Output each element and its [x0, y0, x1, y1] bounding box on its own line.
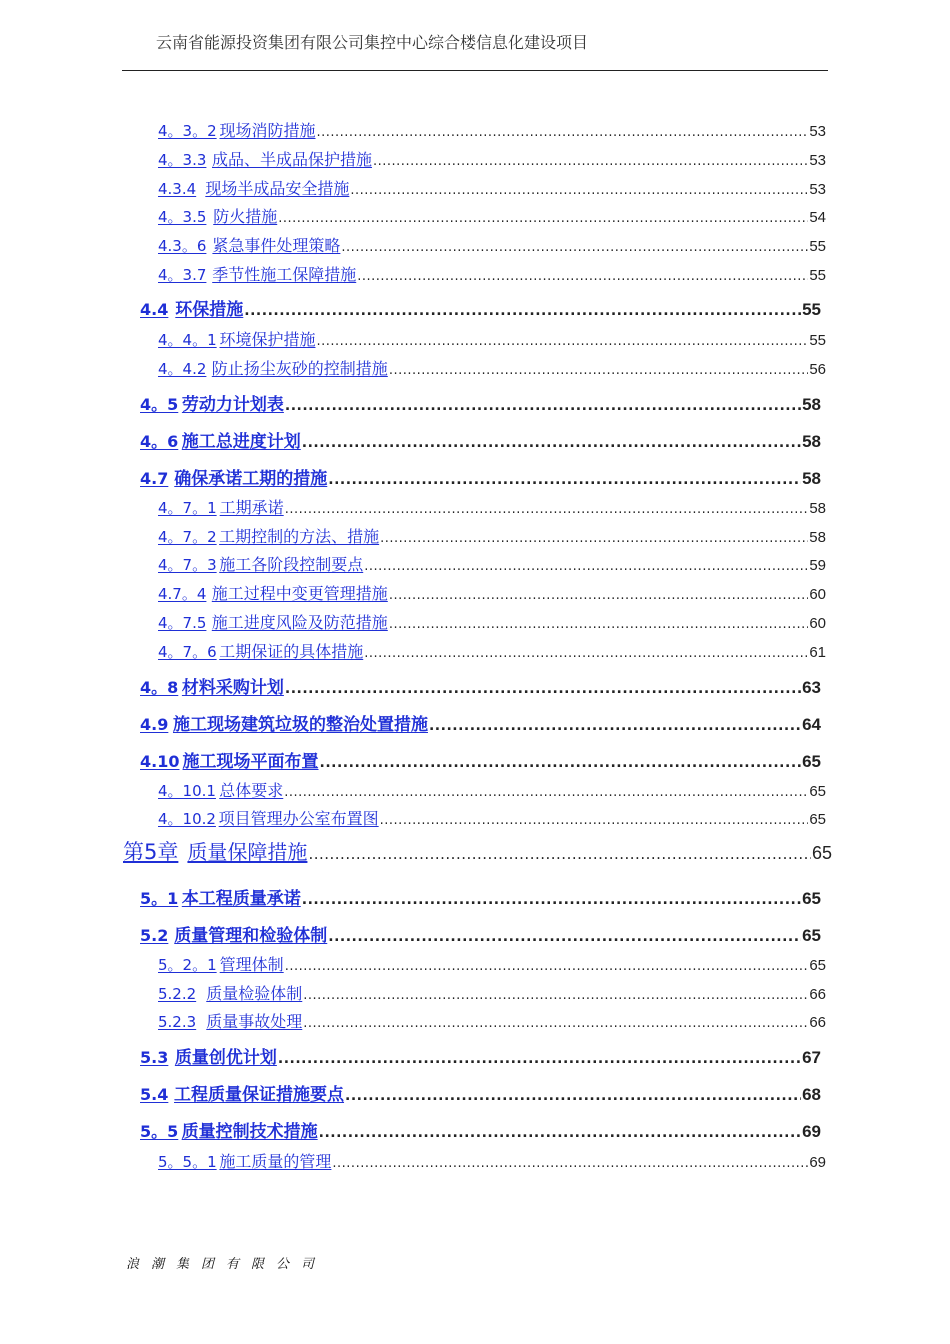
- toc-entry-number[interactable]: 4。4。1: [158, 331, 217, 349]
- toc-entry-number[interactable]: 5.2: [140, 926, 169, 945]
- toc-entry[interactable]: [140, 1080, 821, 1105]
- toc-entry-title[interactable]: 施工现场建筑垃圾的整治处置措施: [172, 715, 428, 735]
- toc-entry-leader-dots: [278, 1051, 801, 1067]
- toc-entry-title[interactable]: 施工进度风险及防范措施: [211, 613, 388, 632]
- toc-entry-title[interactable]: 确保承诺工期的措施: [174, 469, 328, 489]
- toc-entry-title[interactable]: 施工总进度计划: [181, 432, 301, 452]
- toc-entry-title[interactable]: 工程质量保证措施要点: [174, 1085, 345, 1105]
- toc-entry-leader-dots: [373, 154, 808, 169]
- toc-entry-number[interactable]: 4。6: [140, 432, 179, 451]
- toc-entry[interactable]: [140, 464, 821, 489]
- toc-entry-title[interactable]: 防止扬尘灰砂的控制措施: [211, 359, 388, 378]
- toc-entry-title[interactable]: 质量控制技术措施: [181, 1122, 318, 1142]
- toc-entry[interactable]: [158, 981, 826, 1004]
- toc-entry-title[interactable]: 工期承诺: [219, 498, 284, 517]
- toc-entry-number[interactable]: 5。2。1: [158, 956, 217, 974]
- toc-entry-leader-dots: [357, 269, 808, 284]
- toc-entry-number[interactable]: 5。5。1: [158, 1153, 217, 1171]
- toc-entry-title[interactable]: 质量管理和检验体制: [174, 926, 328, 946]
- toc-entry-number[interactable]: 4。7。1: [158, 499, 217, 517]
- toc-entry-leader-dots: [389, 588, 809, 603]
- toc-entry-page: 67: [802, 1048, 821, 1067]
- toc-entry[interactable]: [140, 427, 821, 452]
- toc-entry-number[interactable]: 5。1: [140, 889, 179, 908]
- toc-entry-leader-dots: [320, 755, 802, 771]
- toc-entry-leader-dots: [285, 398, 801, 414]
- toc-entry[interactable]: [140, 884, 821, 909]
- toc-entry-leader-dots: [285, 681, 801, 697]
- toc-entry-title[interactable]: 环保措施: [175, 300, 244, 320]
- toc-entry[interactable]: [140, 710, 821, 735]
- toc-entry-number[interactable]: 4。4.2: [158, 360, 207, 378]
- toc-entry-leader-dots: [302, 892, 801, 908]
- toc-entry-leader-dots: [303, 988, 808, 1003]
- toc-entry[interactable]: [140, 673, 821, 698]
- toc-entry-title[interactable]: 材料采购计划: [181, 678, 284, 698]
- toc-entry[interactable]: [158, 147, 826, 170]
- toc-entry-page: 65: [809, 957, 826, 974]
- toc-entry-number[interactable]: 第5章: [123, 840, 179, 864]
- toc-entry[interactable]: [140, 390, 821, 415]
- toc-entry[interactable]: [158, 327, 826, 350]
- toc-entry-title[interactable]: 施工质量的管理: [219, 1152, 332, 1171]
- toc-entry-leader-dots: [285, 959, 809, 974]
- toc-entry-page: 58: [809, 500, 826, 517]
- toc-entry[interactable]: [140, 921, 821, 946]
- toc-entry-page: 55: [802, 300, 821, 319]
- toc-entry-number[interactable]: 5.4: [140, 1085, 169, 1104]
- toc-entry[interactable]: [158, 806, 826, 829]
- toc-entry-page: 66: [809, 986, 826, 1003]
- toc-entry-leader-dots: [380, 531, 808, 546]
- toc-entry-page: 64: [802, 715, 821, 734]
- toc-entry-title[interactable]: 施工各阶段控制要点: [219, 555, 364, 574]
- toc-entry[interactable]: [140, 295, 821, 320]
- toc-entry[interactable]: [140, 1117, 821, 1142]
- toc-entry-title[interactable]: 质量保障措施: [187, 840, 308, 864]
- toc-entry-page: 54: [809, 209, 826, 226]
- toc-entry-page: 53: [809, 123, 826, 140]
- toc-entry[interactable]: [158, 639, 826, 662]
- toc-entry-leader-dots: [244, 303, 801, 319]
- toc-entry-page: 55: [809, 267, 826, 284]
- toc-entry-number[interactable]: 4.7: [140, 469, 169, 488]
- toc-entry-page: 66: [809, 1014, 826, 1031]
- toc-entry-number[interactable]: 4。7。6: [158, 643, 217, 661]
- toc-entry[interactable]: [158, 495, 826, 518]
- toc-entry-number[interactable]: 5.3: [140, 1048, 169, 1067]
- toc-entry-title[interactable]: 现场消防措施: [219, 121, 316, 140]
- toc-entry-title[interactable]: 防火措施: [213, 207, 278, 226]
- toc-entry[interactable]: [158, 581, 826, 604]
- toc-entry-page: 63: [802, 678, 821, 697]
- toc-entry-title[interactable]: 施工现场平面布置: [182, 752, 319, 772]
- toc-entry[interactable]: [158, 176, 826, 199]
- toc-entry-title[interactable]: 本工程质量承诺: [181, 889, 301, 909]
- toc-entry-leader-dots: [364, 559, 808, 574]
- toc-entry-page: 58: [802, 469, 821, 488]
- toc-entry-leader-dots: [389, 617, 809, 632]
- toc-entry[interactable]: [158, 952, 826, 975]
- toc-entry-leader-dots: [429, 718, 801, 734]
- toc-entry-leader-dots: [345, 1088, 801, 1104]
- toc-entry-title[interactable]: 质量事故处理: [206, 1012, 303, 1031]
- toc-entry-page: 53: [809, 152, 826, 169]
- toc-entry-title[interactable]: 总体要求: [219, 781, 284, 800]
- toc-entry-number[interactable]: 5.2.3: [158, 1013, 197, 1031]
- toc-entry-page: 55: [809, 332, 826, 349]
- footer-company: 浪潮集团有限公司: [126, 1257, 327, 1272]
- toc-entry-page: 59: [809, 557, 826, 574]
- toc-entry-page: 69: [809, 1154, 826, 1171]
- toc-entry-leader-dots: [380, 813, 809, 828]
- toc-entry-leader-dots: [284, 785, 808, 800]
- toc-entry-title[interactable]: 工期控制的方法、措施: [219, 527, 380, 546]
- toc-entry[interactable]: [158, 1009, 826, 1032]
- toc-entry-page: 65: [802, 889, 821, 908]
- header-title: 云南省能源投资集团有限公司集控中心综合楼信息化建设项目: [156, 33, 589, 52]
- toc-entry-leader-dots: [328, 929, 801, 945]
- toc-entry-title[interactable]: 季节性施工保障措施: [212, 265, 357, 284]
- toc-entry-page: 65: [802, 926, 821, 945]
- toc-entry-leader-dots: [302, 435, 801, 451]
- header-divider: [122, 70, 828, 71]
- toc-entry-number[interactable]: 4。10.2: [158, 810, 216, 828]
- toc-entry-page: 60: [809, 586, 826, 603]
- toc-entry[interactable]: [158, 118, 826, 141]
- toc-entry-page: 56: [809, 361, 826, 378]
- toc-entry-leader-dots: [332, 1156, 808, 1171]
- toc-entry-number[interactable]: 4。3.3: [158, 151, 207, 169]
- toc-entry-title[interactable]: 施工过程中变更管理措施: [211, 584, 388, 603]
- toc-entry-number[interactable]: 4。10.1: [158, 782, 216, 800]
- toc-entry-title[interactable]: 成品、半成品保护措施: [212, 150, 373, 169]
- toc-entry[interactable]: [158, 610, 826, 633]
- toc-entry[interactable]: [158, 552, 826, 575]
- toc-entry-title[interactable]: 劳动力计划表: [181, 395, 284, 415]
- toc-entry-leader-dots: [317, 334, 809, 349]
- toc-entry-page: 53: [809, 181, 826, 198]
- toc-entry-page: 55: [809, 238, 826, 255]
- toc-entry[interactable]: [140, 1043, 821, 1068]
- toc-entry-leader-dots: [389, 363, 809, 378]
- toc-entry-title[interactable]: 现场半成品安全措施: [205, 179, 350, 198]
- toc-entry-title[interactable]: 管理体制: [219, 955, 284, 974]
- toc-entry-number[interactable]: 4。8: [140, 678, 179, 697]
- toc-entry-leader-dots: [285, 502, 809, 517]
- toc-entry-number[interactable]: 4.7。4: [158, 585, 207, 603]
- toc-entry-title[interactable]: 质量创优计划: [174, 1048, 277, 1068]
- toc-entry-page: 58: [809, 529, 826, 546]
- toc-entry[interactable]: [123, 836, 832, 866]
- toc-entry-number[interactable]: 5。5: [140, 1122, 179, 1141]
- toc-entry-number[interactable]: 4。3。2: [158, 122, 217, 140]
- toc-entry-number[interactable]: 4.10: [140, 752, 180, 771]
- toc-entry-number[interactable]: 4。7.5: [158, 614, 207, 632]
- toc-entry-number[interactable]: 4。5: [140, 395, 179, 414]
- toc-entry-leader-dots: [341, 240, 808, 255]
- toc-entry-page: 69: [802, 1122, 821, 1141]
- toc-entry-leader-dots: [278, 211, 808, 226]
- toc-entry-page: 61: [809, 644, 826, 661]
- toc-entry-number[interactable]: 4.3。6: [158, 237, 207, 255]
- toc-entry-number[interactable]: 4.3.4: [158, 180, 197, 198]
- toc-entry[interactable]: [158, 778, 826, 801]
- toc-entry-number[interactable]: 4。7。2: [158, 528, 217, 546]
- toc-entry-leader-dots: [350, 183, 808, 198]
- toc-entry-page: 68: [802, 1085, 821, 1104]
- toc-entry-title[interactable]: 质量检验体制: [206, 984, 303, 1003]
- toc-entry-page: 65: [802, 752, 821, 771]
- toc-entry-number[interactable]: 4。3.7: [158, 266, 207, 284]
- toc-entry-leader-dots: [308, 845, 811, 863]
- toc-entry-title[interactable]: 紧急事件处理策略: [212, 236, 341, 255]
- toc-entry-number[interactable]: 4。7。3: [158, 556, 217, 574]
- toc-entry[interactable]: [158, 1149, 826, 1172]
- toc-entry-page: 58: [802, 432, 821, 451]
- toc-entry-leader-dots: [328, 472, 801, 488]
- toc-entry-number[interactable]: 5.2.2: [158, 985, 197, 1003]
- toc-entry[interactable]: [158, 204, 826, 227]
- toc-entry-leader-dots: [319, 1125, 801, 1141]
- toc-entry-number[interactable]: 4。3.5: [158, 208, 207, 226]
- toc-entry[interactable]: [158, 524, 826, 547]
- toc-entry-page: 60: [809, 615, 826, 632]
- toc-entry[interactable]: [158, 356, 826, 379]
- toc-entry-page: 65: [809, 783, 826, 800]
- toc-entry-leader-dots: [364, 646, 808, 661]
- toc-entry[interactable]: [158, 262, 826, 285]
- toc-entry-title[interactable]: 项目管理办公室布置图: [218, 809, 379, 828]
- toc-entry-leader-dots: [317, 125, 809, 140]
- toc-entry-title[interactable]: 环境保护措施: [219, 330, 316, 349]
- toc-entry-page: 58: [802, 395, 821, 414]
- toc-entry-title[interactable]: 工期保证的具体措施: [219, 642, 364, 661]
- toc-entry[interactable]: [158, 233, 826, 256]
- toc-entry-leader-dots: [303, 1016, 808, 1031]
- toc-entry-page: 65: [809, 811, 826, 828]
- toc-entry[interactable]: [140, 747, 821, 772]
- toc-entry-page: 65: [811, 843, 832, 863]
- toc-entry-number[interactable]: 4.4: [140, 300, 169, 319]
- toc-entry-number[interactable]: 4.9: [140, 715, 169, 734]
